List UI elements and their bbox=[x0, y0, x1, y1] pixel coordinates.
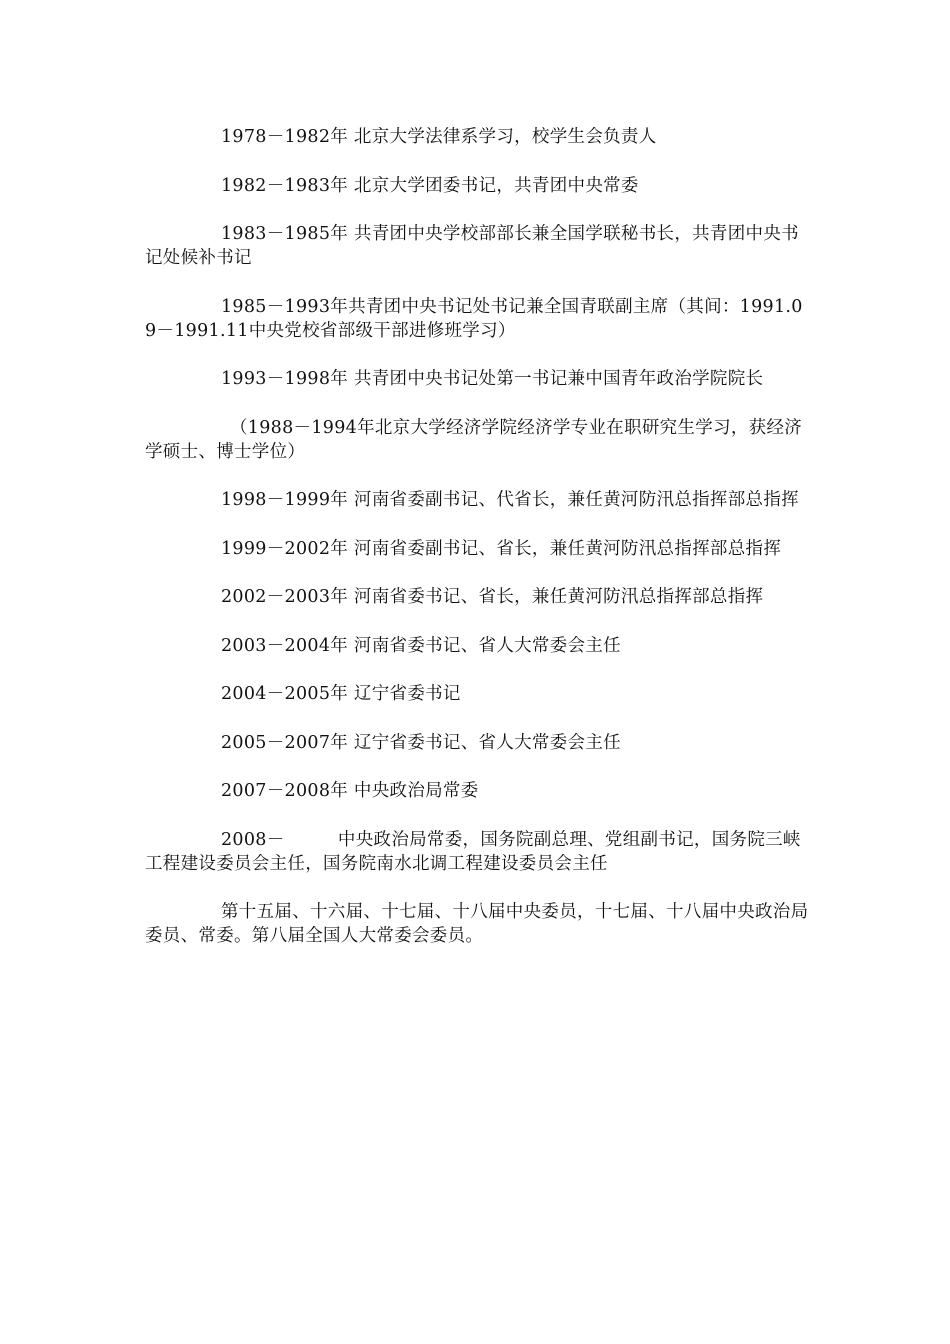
paragraph-2002-2003: 2002－2003年 河南省委书记、省长，兼任黄河防汛总指挥部总指挥 bbox=[221, 587, 764, 607]
paragraph-1998-1999: 1998－1999年 河南省委副书记、代省长，兼任黄河防汛总指挥部总指挥 bbox=[221, 490, 799, 510]
paragraph-2007-2008: 2007－2008年 中央政治局常委 bbox=[221, 781, 479, 801]
paragraph-1983-1985: 1983－1985年 共青团中央学校部部长兼全国学联秘书长，共青团中央书记处候补书记 bbox=[145, 224, 799, 268]
document-body bbox=[145, 125, 810, 973]
paragraph-1999-2002: 1999－2002年 河南省委副书记、省长，兼任黄河防汛总指挥部总指挥 bbox=[221, 538, 782, 559]
paragraph-1985-1993: 1985－1993年共青团中央书记处书记兼全国青联副主席（其间：1991.09－1991.11中央党校省部级干部进修班学习） bbox=[145, 296, 803, 341]
paragraph-2003-2004: 2003－2004年 河南省委书记、省人大常委会主任 bbox=[221, 635, 621, 656]
paragraph-2008: 2008－ 中央政治局常委，国务院副总理、党组副书记，国务院三峡工程建设委员会主任，国务院南水北调工程建设委员会主任 bbox=[145, 829, 801, 874]
paragraph-1978-1982: 1978－1982年 北京大学法律系学习，校学生会负责人 bbox=[221, 127, 657, 147]
paragraph-2004-2005: 2004－2005年 辽宁省委书记 bbox=[221, 684, 461, 704]
paragraph-committee-memberships: 第十五届、十六届、十七届、十八届中央委员，十七届、十八届中央政治局委员、常委。第八届全国人大常委会委员。 bbox=[145, 902, 809, 946]
paragraph-1982-1983: 1982－1983年 北京大学团委书记，共青团中央常委 bbox=[221, 175, 639, 196]
paragraph-graduate-study: （1988－1994年北京大学经济学院经济学专业在职研究生学习，获经济学硕士、博士学位） bbox=[145, 417, 803, 462]
paragraph-1993-1998: 1993－1998年 共青团中央书记处第一书记兼中国青年政治学院院长 bbox=[221, 369, 764, 389]
paragraph-2005-2007: 2005－2007年 辽宁省委书记、省人大常委会主任 bbox=[221, 732, 621, 753]
